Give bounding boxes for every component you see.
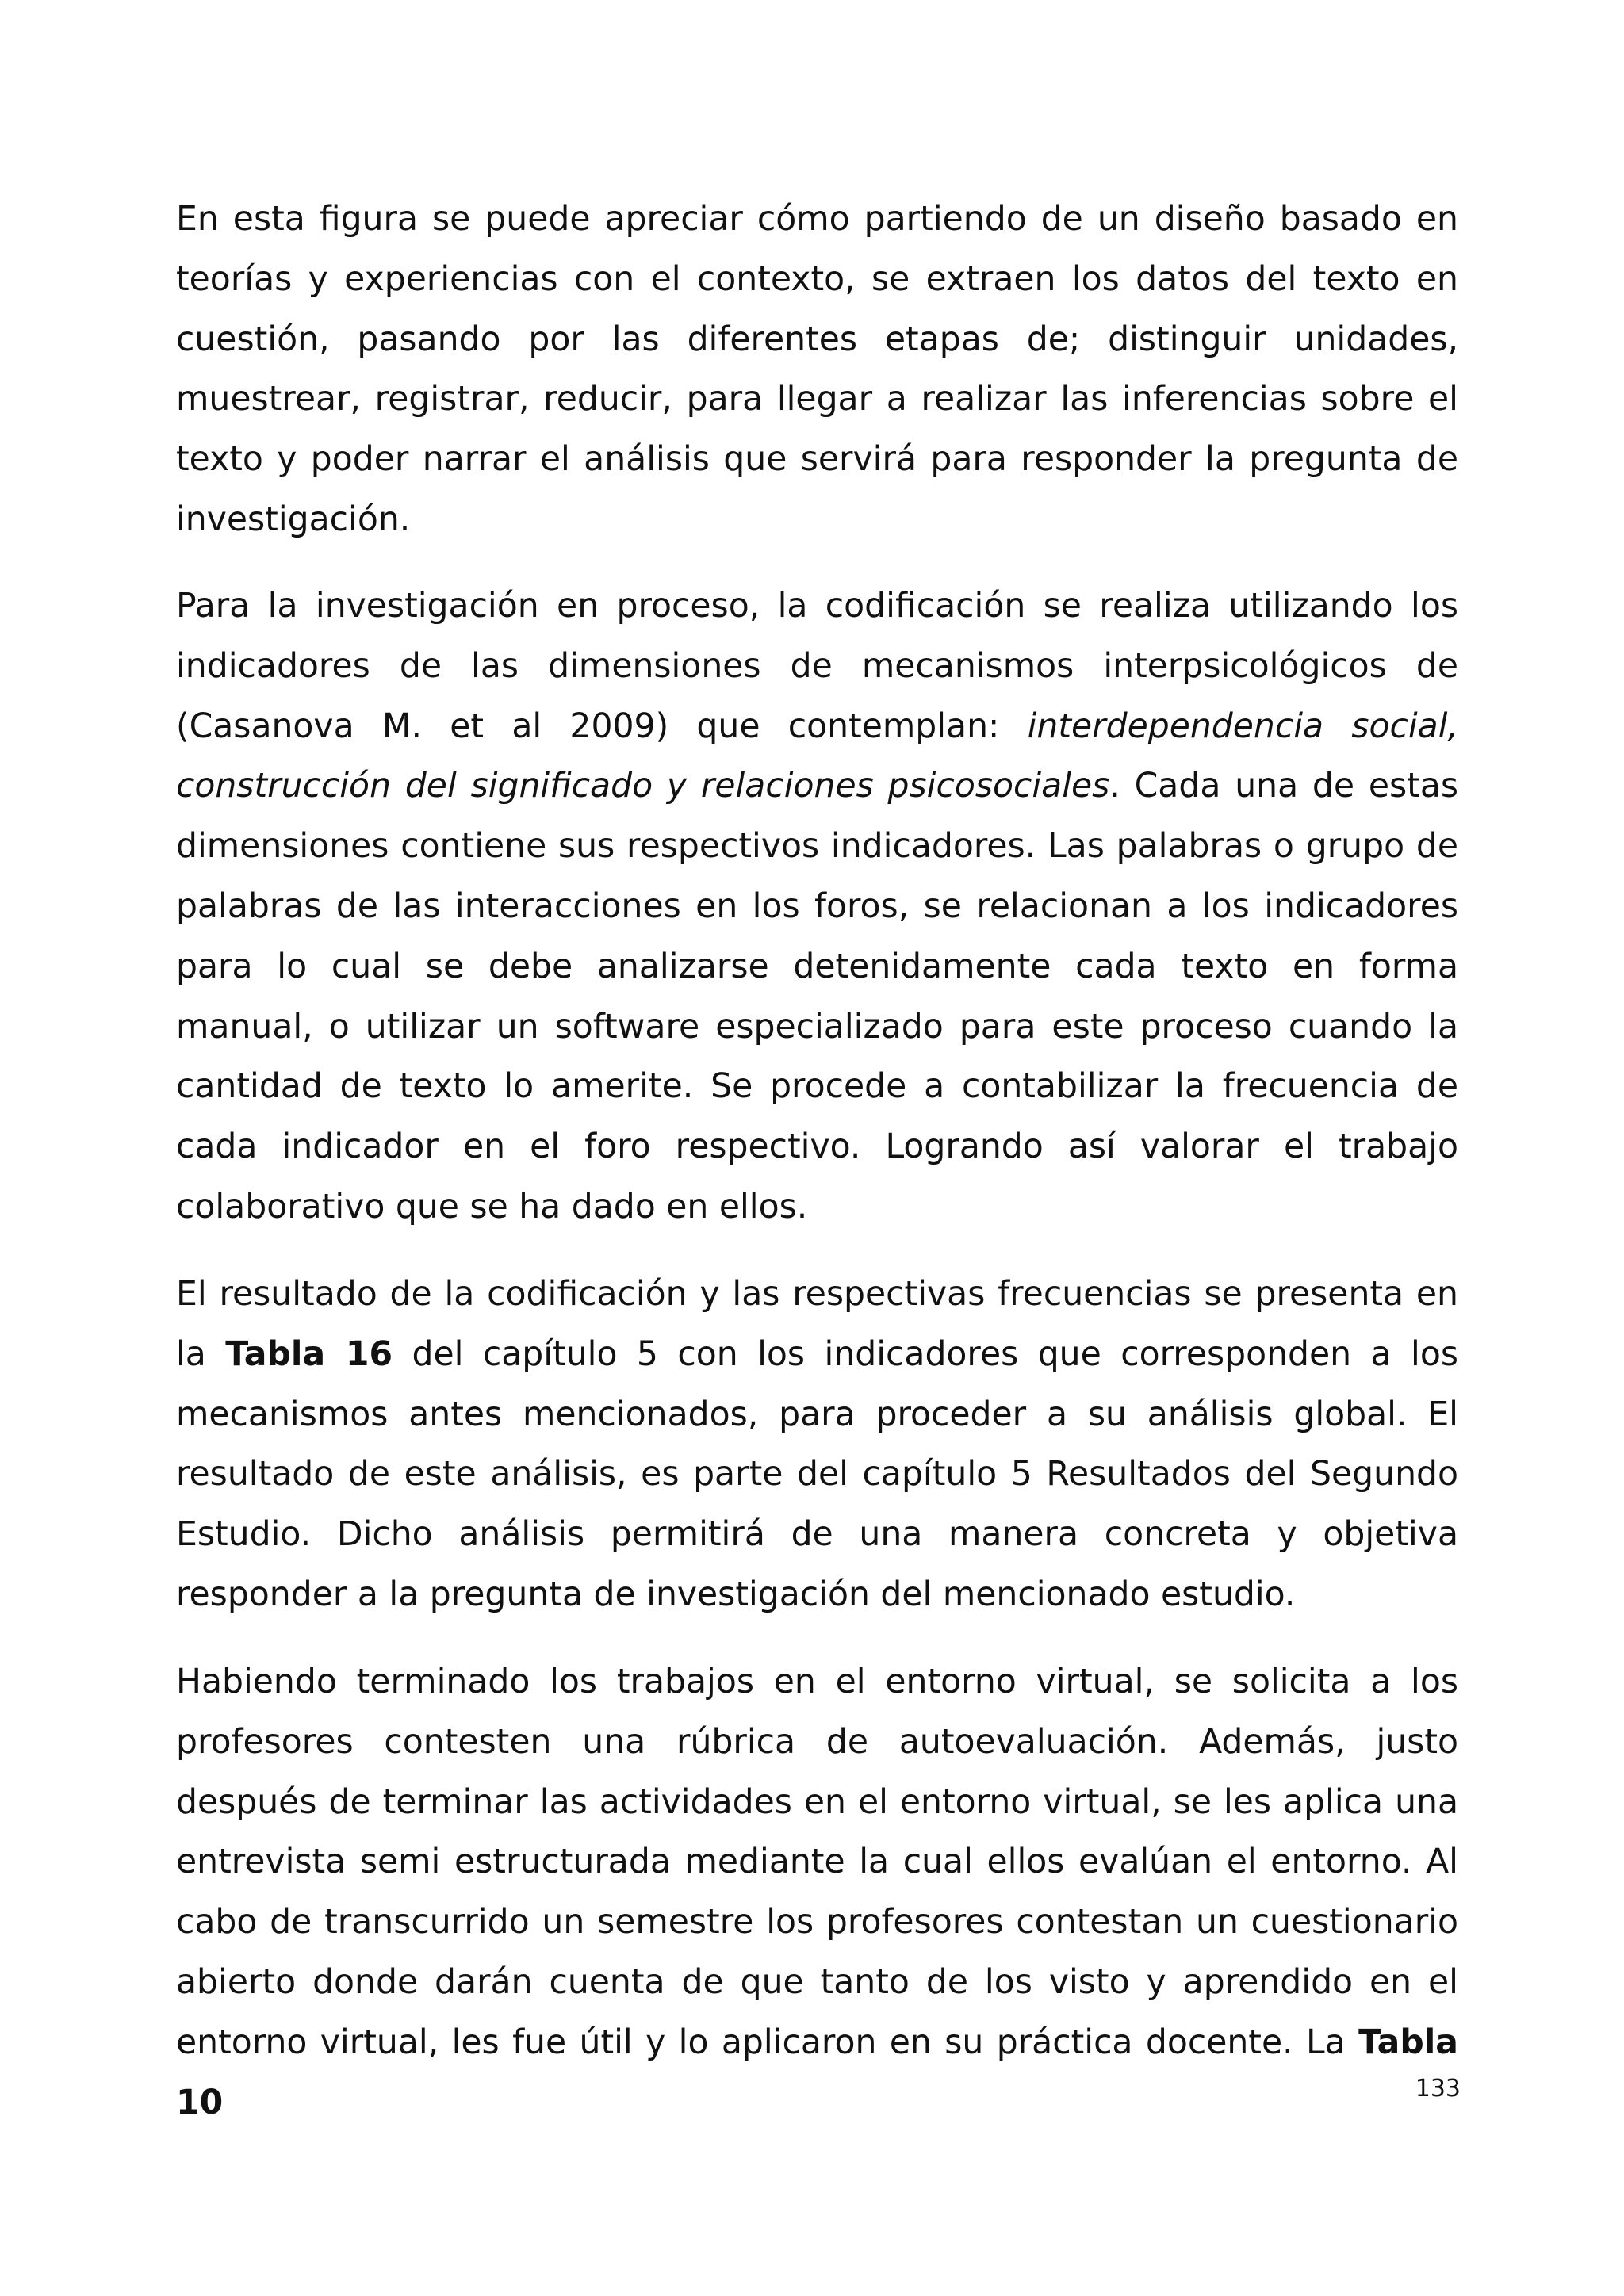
paragraph-coding-results [176, 1265, 1458, 1625]
paragraph-text: del capítulo 5 con los indicadores que corresponden a los mecanismos antes mencionados, para proceder a su análisis global. El resultado de este análisis, es parte del capítulo 5 Resultados del Segundo Estudio. Dicho análisis permitirá de una manera concreta y objetiva responder a la pregunta de investigación del mencionado estudio. [176, 1334, 1458, 1614]
paragraph-text: En esta figura se puede apreciar cómo partiendo de un diseño basado en teorías y experiencias con el contexto, se extraen los datos del texto en cuestión, pasando por las diferentes etapas de; distinguir unidades, muestrear, registrar, reducir, para llegar a realizar las inferencias sobre el texto y poder narrar el análisis que servirá para responder la pregunta de investigación. [176, 200, 1458, 539]
paragraph-text: Habiendo terminado los trabajos en el entorno virtual, se solicita a los profesores contesten una rúbrica de autoevaluación. Además, justo después de terminar las actividades en el entorno virtual, se les aplica una entrevista semi estructurada mediante la cual ellos evalúan el entorno. Al cabo de transcurrido un semestre los profesores contestan un cuestionario abierto donde darán cuenta de que tanto de los visto y aprendido en el entorno virtual, les fue útil y lo aplicaron en su práctica docente. La [176, 1663, 1458, 2062]
paragraph-text: . Cada una de estas dimensiones contiene sus respectivos indicadores. Las palabras o grupo de palabras de las interacciones en los foros, se relacionan a los indicadores para lo cual se debe analizarse detenidamente cada texto en forma manual, o utilizar un software especializado para este proceso cuando la cantidad de texto lo amerite. Se procede a contabilizar la frecuencia de cada indicador en el foro respectivo. Logrando así valorar el trabajo colaborativo que se ha dado en ellos. [176, 767, 1459, 1226]
table-reference-bold: Tabla 10 [176, 2022, 1458, 2122]
paragraph-design-process [176, 189, 1458, 550]
paragraph-text: Para la investigación en proceso, la codificación se realiza utilizando los indicadores de las dimensiones de mecanismos interpsicológicos de (Casanova M. et al 2009) que contemplan: [176, 587, 1458, 746]
page-number: 133 [1415, 2075, 1461, 2103]
paragraph-text: El resultado de la codificación y las respectivas frecuencias se presenta en la [176, 1275, 1458, 1374]
paragraph-teacher-evaluation [176, 1652, 1458, 2133]
dimensions-italic-text: interdependencia social, construcción del significado y relaciones psicosociales [176, 706, 1458, 806]
table-reference-bold: Tabla 16 [225, 1334, 393, 1374]
paragraph-coding-indicators [176, 576, 1458, 1238]
